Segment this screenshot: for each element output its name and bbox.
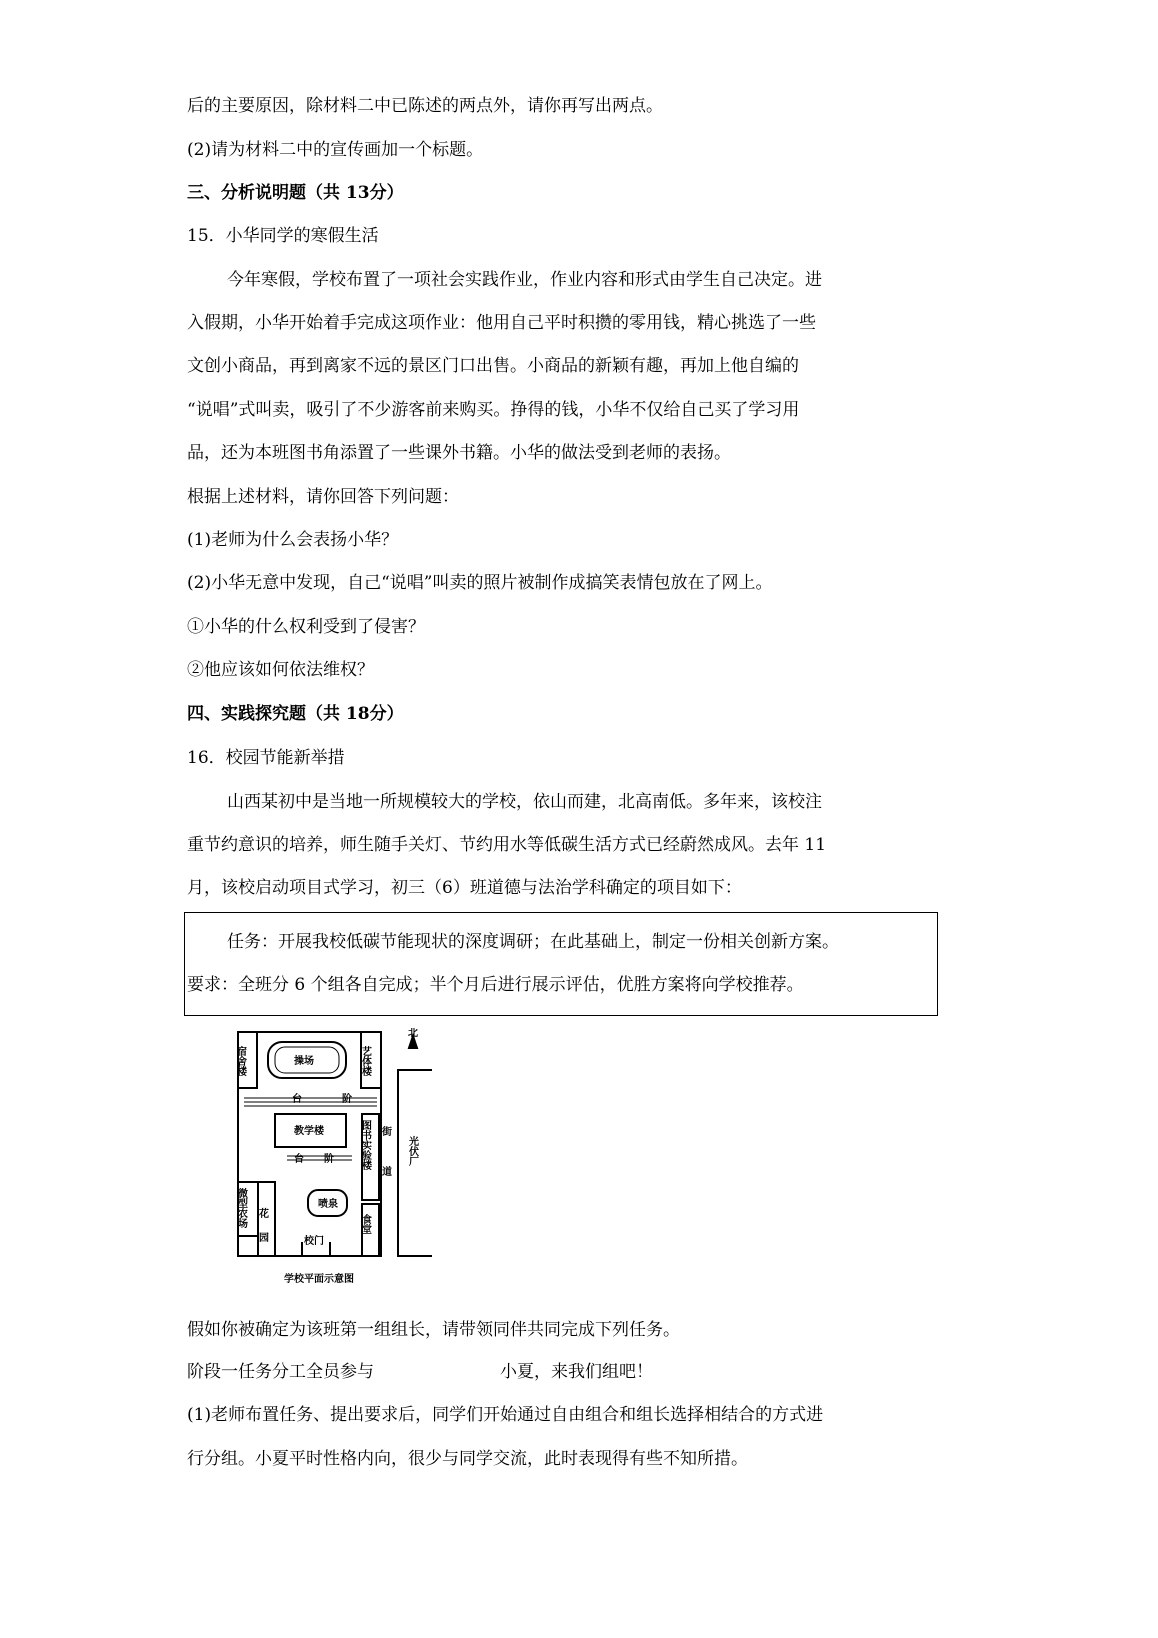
task-text: 任务：开展我校低碳节能现状的深度调研；在此基础上，制定一份相关创新方案。 — [227, 932, 839, 952]
section-heading: 四、实践探究题（共 18分） — [187, 704, 404, 724]
question-title: 15．小华同学的寒假生活 — [187, 226, 379, 246]
text-line: 今年寒假，学校布置了一项社会实践作业，作业内容和形式由学生自己决定。进 — [227, 270, 822, 290]
text-line: 入假期，小华开始着手完成这项作业：他用自己平时积攒的零用钱，精心挑选了一些 — [187, 313, 816, 333]
text-line: “说唱”式叫卖，吸引了不少游客前来购买。挣得的钱，小华不仅给自己买了学习用 — [187, 400, 800, 420]
text-line: 重节约意识的培养，师生随手关灯、节约用水等低碳生活方式已经蔚然成风。去年 11 — [187, 835, 827, 855]
school-map — [232, 1028, 442, 1293]
map-label-canteen: 食堂 — [359, 1214, 371, 1234]
speech-text: 小夏，来我们组吧！ — [500, 1362, 653, 1382]
text-line: (2)小华无意中发现，自己“说唱”叫卖的照片被制作成搞笑表情包放在了网上。 — [187, 573, 773, 593]
text-line: 后的主要原因，除材料二中已陈述的两点外，请你再写出两点。 — [187, 96, 663, 116]
text-line: (2)请为材料二中的宣传画加一个标题。 — [187, 140, 484, 160]
text-line: ②他应该如何依法维权？ — [187, 660, 374, 680]
project-box — [184, 912, 938, 1016]
text-line: (1)老师布置任务、提出要求后，同学们开始通过自由组合和组长选择相结合的方式进 — [187, 1405, 824, 1425]
map-caption: 学校平面示意图 — [284, 1274, 354, 1285]
map-label-garden: 花园 — [256, 1208, 268, 1256]
text-line: (1)老师为什么会表扬小华？ — [187, 530, 399, 550]
map-label-north: 北 — [408, 1028, 418, 1039]
text-line: 品，还为本班图书角添置了一些课外书籍。小华的做法受到老师的表扬。 — [187, 443, 731, 463]
map-label-solar: 光伏厂 — [406, 1136, 418, 1166]
text-line: 文创小商品，再到离家不远的景区门口出售。小商品的新颖有趣，再加上他自编的 — [187, 356, 799, 376]
map-label-street: 街道 — [379, 1126, 391, 1206]
text-line: ①小华的什么权利受到了侵害？ — [187, 617, 425, 637]
map-label-teaching: 教学楼 — [294, 1126, 324, 1137]
map-label-fountain: 喷泉 — [318, 1199, 338, 1210]
map-label-dorm: 宿舍楼 — [234, 1046, 246, 1076]
map-label-gate: 校门 — [304, 1236, 324, 1247]
text-line: 根据上述材料，请你回答下列问题： — [187, 487, 459, 507]
map-label-steps: 台阶 — [292, 1094, 392, 1105]
text-line: 假如你被确定为该班第一组组长，请带领同伴共同完成下列任务。 — [187, 1320, 680, 1340]
map-label-arts: 艺体楼 — [359, 1046, 371, 1076]
text-line: 山西某初中是当地一所规模较大的学校，依山而建，北高南低。多年来，该校注 — [227, 792, 822, 812]
stage-title: 阶段一任务分工全员参与 — [187, 1362, 374, 1382]
requirement-text: 要求：全班分 6 个组各自完成；半个月后进行展示评估，优胜方案将向学校推荐。 — [187, 975, 804, 995]
question-title: 16．校园节能新举措 — [187, 748, 345, 768]
map-label-playground: 操场 — [294, 1056, 314, 1067]
section-heading: 三、分析说明题（共 13分） — [187, 183, 404, 203]
text-line: 行分组。小夏平时性格内向，很少与同学交流，此时表现得有些不知所措。 — [187, 1449, 748, 1469]
text-line: 月，该校启动项目式学习，初三（6）班道德与法治学科确定的项目如下： — [187, 878, 742, 898]
map-label-library: 图书实验楼 — [359, 1120, 371, 1170]
map-label-farm: 微型农场 — [235, 1188, 247, 1228]
map-label-steps-2: 台阶 — [294, 1154, 354, 1165]
